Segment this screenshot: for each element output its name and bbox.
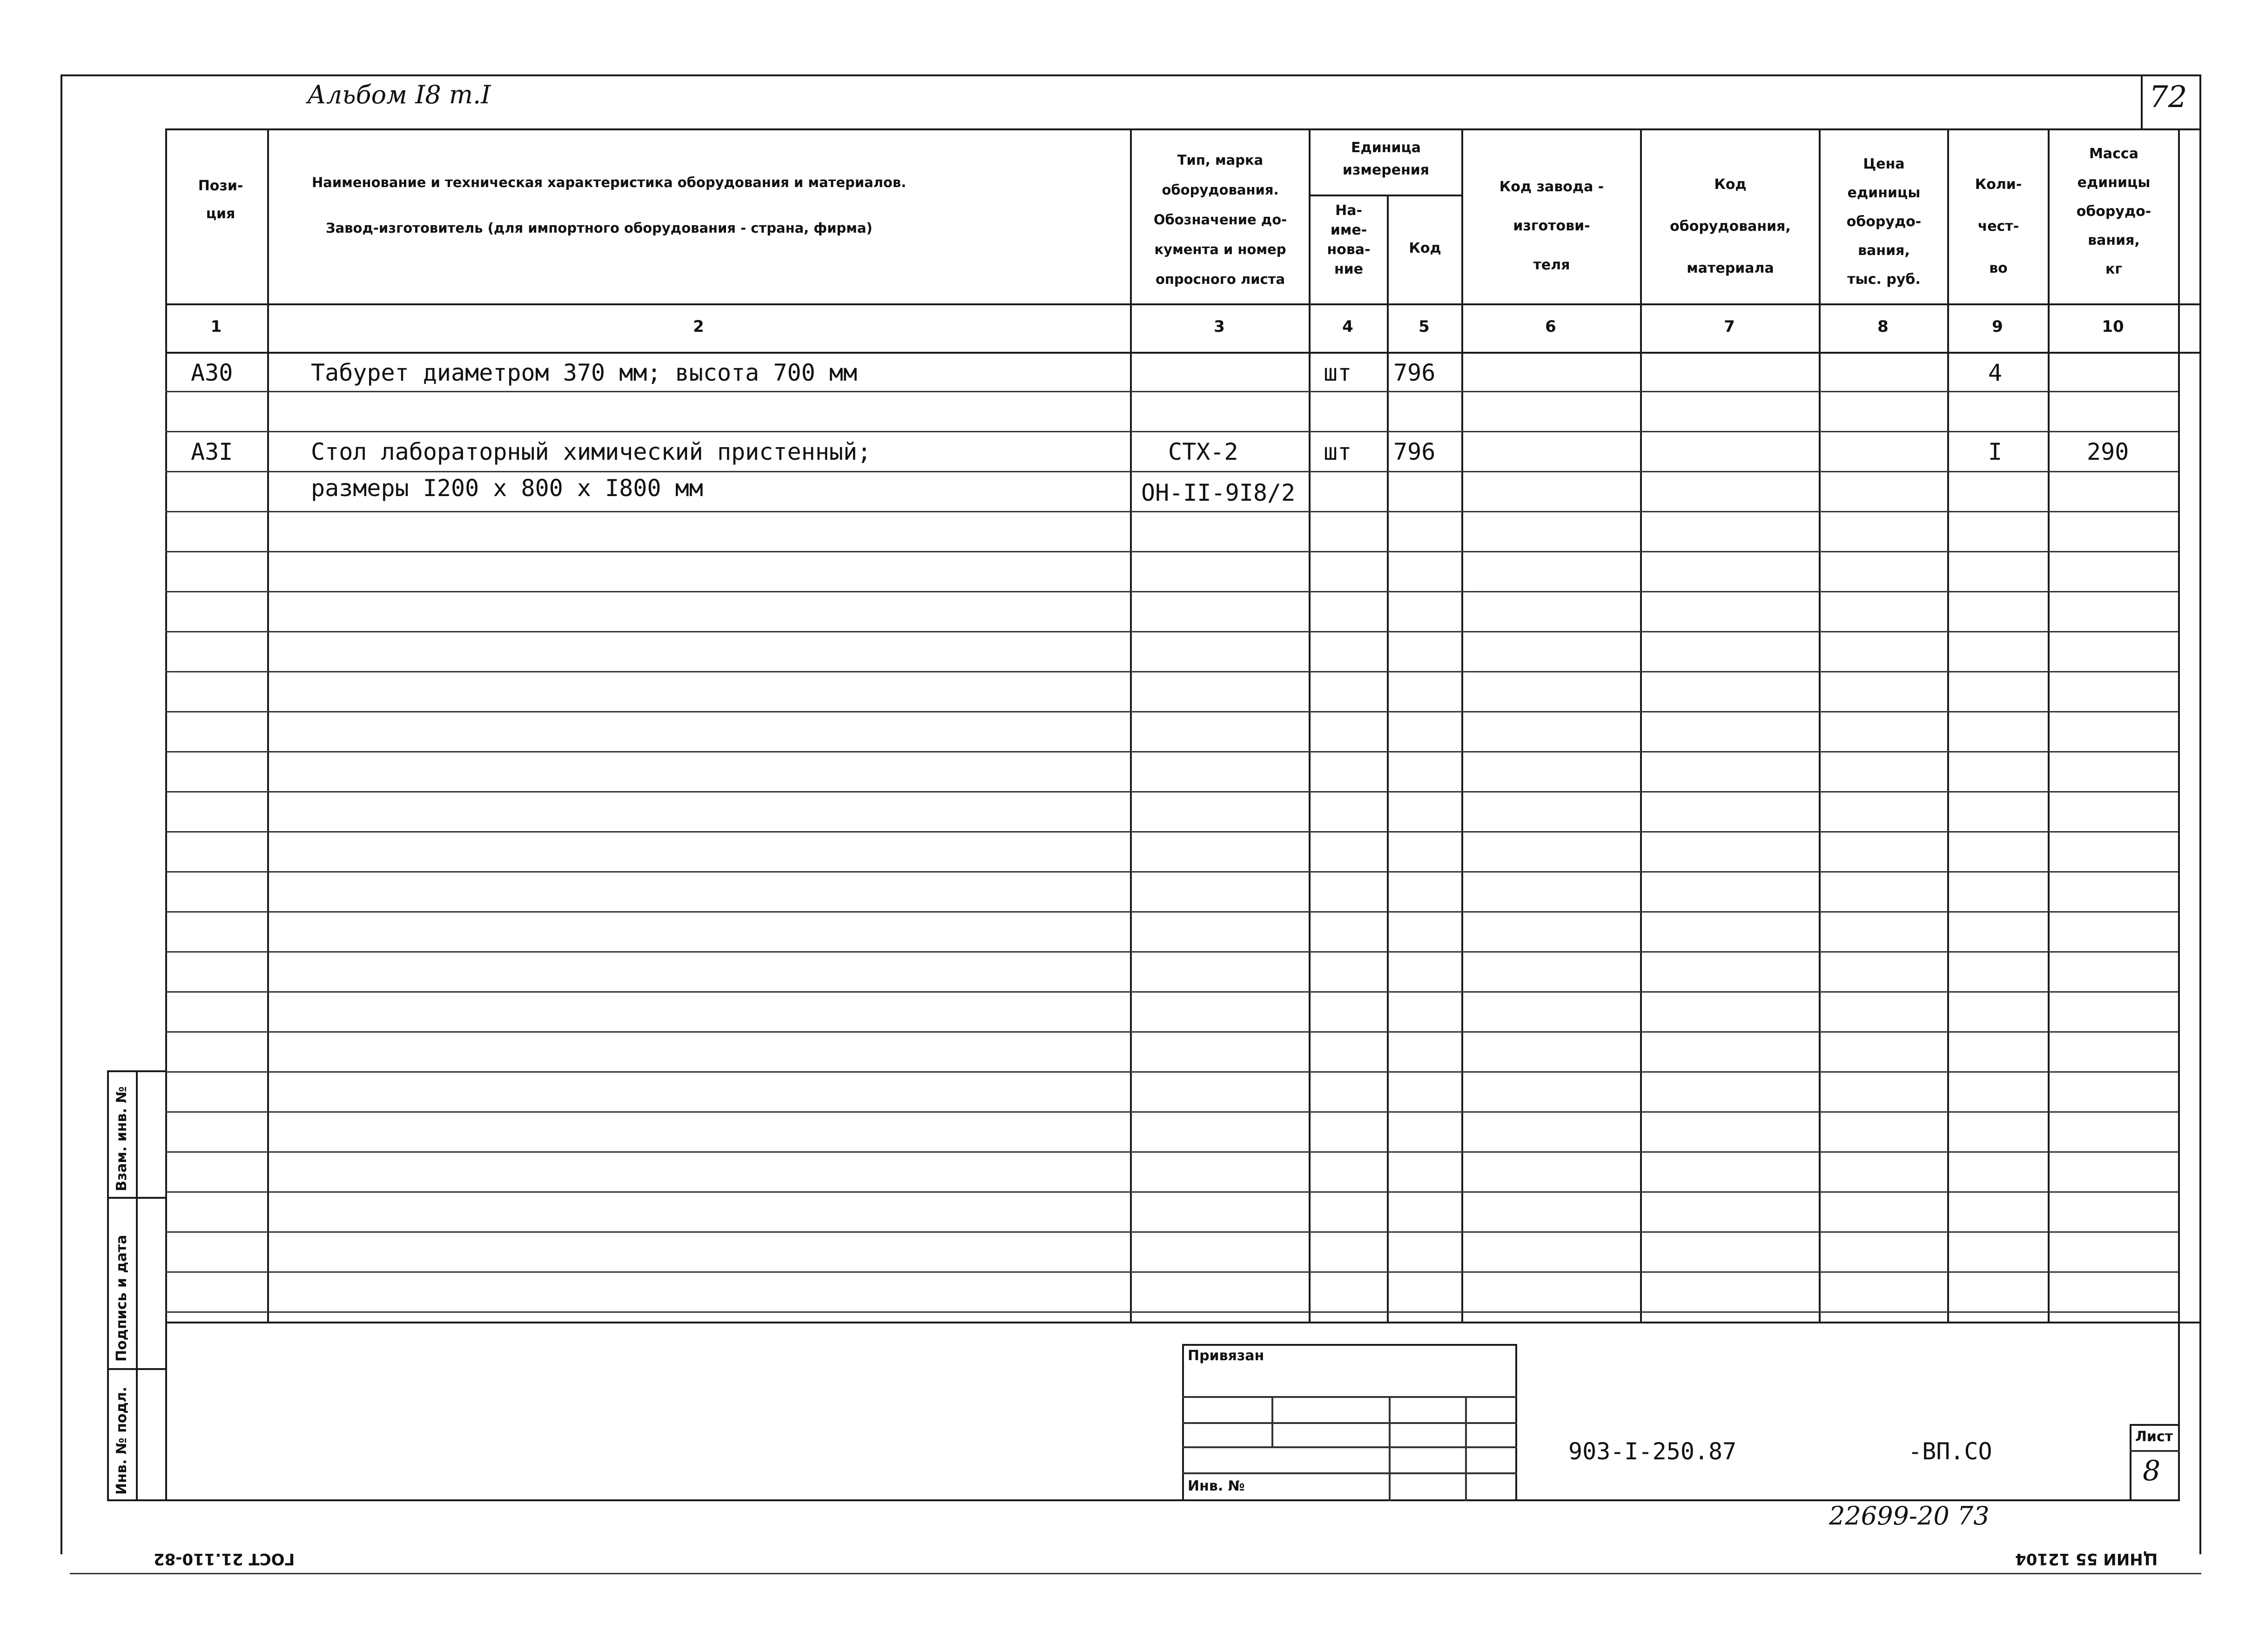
colnum-3: 3 bbox=[1214, 317, 1225, 336]
privyazan-row2 bbox=[1182, 1422, 1517, 1424]
col-sep-5 bbox=[1461, 128, 1463, 1323]
header-factory-code: Код завода - изготови- теля bbox=[1499, 179, 1604, 273]
row-separator bbox=[165, 551, 2178, 552]
privyazan-col2 bbox=[1389, 1396, 1391, 1501]
header-price: Цена единицы оборудо- вания, тыс. руб. bbox=[1846, 156, 1922, 288]
row-separator bbox=[165, 1311, 2178, 1313]
sheet-box-top bbox=[2130, 1424, 2180, 1426]
page-number: 72 bbox=[2149, 80, 2187, 114]
table-top bbox=[165, 128, 2201, 130]
row3-type: ОН-II-9I8/2 bbox=[1141, 479, 1296, 506]
row2-name: Стол лабораторный химический пристенный; bbox=[311, 438, 872, 465]
header-quantity: Коли- чест- во bbox=[1975, 176, 2022, 276]
colnum-7: 7 bbox=[1724, 317, 1735, 336]
privyazan-row4 bbox=[1182, 1472, 1517, 1474]
footer-left: ГОСТ 21.110-82 bbox=[154, 1550, 295, 1568]
col-sep-10 bbox=[2178, 128, 2180, 1323]
doc-suffix: -ВП.СО bbox=[1908, 1438, 1992, 1465]
row-separator bbox=[165, 1271, 2178, 1273]
sheet-box-mid bbox=[2130, 1450, 2180, 1452]
row-separator bbox=[165, 1151, 2178, 1153]
col-sep-6 bbox=[1640, 128, 1642, 1323]
row-separator bbox=[165, 871, 2178, 873]
privyazan-top bbox=[1182, 1344, 1517, 1346]
doc-code: 903-I-250.87 bbox=[1568, 1438, 1737, 1465]
row-separator bbox=[165, 711, 2178, 712]
col-sep-2 bbox=[1130, 128, 1132, 1323]
footer-line bbox=[70, 1573, 2201, 1574]
privyazan-col1 bbox=[1271, 1396, 1273, 1446]
unit-group-line bbox=[1309, 195, 1461, 196]
row1-unit: шт bbox=[1324, 359, 1352, 386]
row-separator bbox=[165, 1191, 2178, 1193]
side-label-podpis: Подпись и дата bbox=[114, 1235, 130, 1362]
row2-position: А3I bbox=[191, 438, 233, 465]
sheet-box-left bbox=[2130, 1424, 2131, 1501]
row1-code: 796 bbox=[1393, 359, 1436, 386]
row1-position: А30 bbox=[191, 359, 233, 386]
row-separator bbox=[165, 1071, 2178, 1073]
row2-unit: шт bbox=[1324, 438, 1352, 465]
header-position: Пози- ция bbox=[198, 178, 243, 222]
privyazan-col3 bbox=[1465, 1396, 1467, 1501]
album-label: Альбом I8 т.I bbox=[307, 80, 491, 109]
col-sep-7 bbox=[1819, 128, 1821, 1323]
side-strip-div2 bbox=[107, 1368, 166, 1370]
row-separator bbox=[165, 471, 2178, 472]
footer-right: ЦНИИ 55 12104 bbox=[2015, 1550, 2158, 1568]
row1-qty: 4 bbox=[1988, 359, 2003, 386]
header-name-line2: Завод-изготовитель (для импортного оборудования - страна, фирма) bbox=[326, 220, 873, 236]
header-mass: Масса единицы оборудо- вания, кг bbox=[2076, 146, 2151, 277]
frame-left bbox=[61, 74, 62, 1554]
row-separator bbox=[165, 591, 2178, 592]
row-separator bbox=[165, 1231, 2178, 1233]
row-separator bbox=[165, 791, 2178, 792]
row2-qty: I bbox=[1988, 438, 2003, 465]
table-bottom bbox=[165, 1322, 2201, 1323]
colnum-8: 8 bbox=[1877, 317, 1889, 336]
col-sep-9 bbox=[2048, 128, 2050, 1323]
colnum-2: 2 bbox=[693, 317, 704, 336]
header-unit-name: На- име- нова- ние bbox=[1327, 202, 1371, 277]
row-separator bbox=[165, 511, 2178, 512]
colnum-6: 6 bbox=[1545, 317, 1556, 336]
row-separator bbox=[165, 631, 2178, 632]
page-box-left bbox=[2141, 74, 2143, 130]
side-strip-left bbox=[107, 1070, 109, 1501]
side-strip-div1 bbox=[107, 1197, 166, 1199]
colnum-10: 10 bbox=[2102, 317, 2124, 336]
row3-name: размеры I200 х 800 х I800 мм bbox=[311, 475, 703, 502]
header-unit-code: Код bbox=[1409, 240, 1441, 256]
privyazan-row1 bbox=[1182, 1396, 1517, 1398]
row-separator bbox=[165, 751, 2178, 752]
row2-code: 796 bbox=[1393, 438, 1436, 465]
header-type: Тип, марка оборудования. Обозначение до- кумента и номер опросного листа bbox=[1153, 152, 1287, 287]
colnum-1: 1 bbox=[210, 317, 222, 336]
row-separator bbox=[165, 911, 2178, 913]
col-sep-8 bbox=[1947, 128, 1949, 1323]
row-separator bbox=[165, 1111, 2178, 1113]
colnum-bottom bbox=[165, 352, 2201, 354]
row-separator bbox=[165, 671, 2178, 672]
side-strip-right bbox=[136, 1070, 138, 1501]
row1-name: Табурет диаметром 370 мм; высота 700 мм bbox=[311, 359, 857, 386]
row-separator bbox=[165, 1031, 2178, 1033]
frame-top bbox=[61, 74, 2201, 76]
colnum-9: 9 bbox=[1992, 317, 2003, 336]
header-name-line1: Наименование и техническая характеристика оборудования и материалов. bbox=[312, 175, 907, 190]
privyazan-row3 bbox=[1182, 1446, 1517, 1448]
header-bottom bbox=[165, 303, 2201, 305]
col-sep-4 bbox=[1387, 195, 1389, 1323]
col-sep-1 bbox=[267, 128, 269, 1323]
inv-label: Инв. № bbox=[1188, 1478, 1245, 1494]
side-strip-top bbox=[107, 1070, 166, 1072]
row-separator bbox=[165, 391, 2178, 392]
header-equipment-code: Код оборудования, материала bbox=[1670, 176, 1791, 276]
sheet-label: Лист bbox=[2135, 1429, 2173, 1445]
colnum-4: 4 bbox=[1342, 317, 1353, 336]
frame-right bbox=[2199, 74, 2201, 1554]
col-sep-3 bbox=[1309, 128, 1311, 1323]
row-separator bbox=[165, 831, 2178, 833]
row-separator bbox=[165, 951, 2178, 953]
row-separator bbox=[165, 991, 2178, 993]
header-unit: Единица измерения bbox=[1342, 140, 1430, 178]
colnum-5: 5 bbox=[1419, 317, 1430, 336]
handwritten-number: 22699-20 73 bbox=[1829, 1501, 1990, 1531]
row2-type: СТХ-2 bbox=[1168, 438, 1238, 465]
row2-mass: 290 bbox=[2087, 438, 2129, 465]
row-separator bbox=[165, 431, 2178, 432]
sheet-number: 8 bbox=[2143, 1455, 2161, 1487]
privyazan-label: Привязан bbox=[1188, 1348, 1264, 1364]
stamp-right-frame bbox=[2178, 1322, 2180, 1501]
side-label-inv-podl: Инв. № подл. bbox=[114, 1386, 130, 1495]
side-label-vzam: Взам. инв. № bbox=[114, 1086, 130, 1191]
